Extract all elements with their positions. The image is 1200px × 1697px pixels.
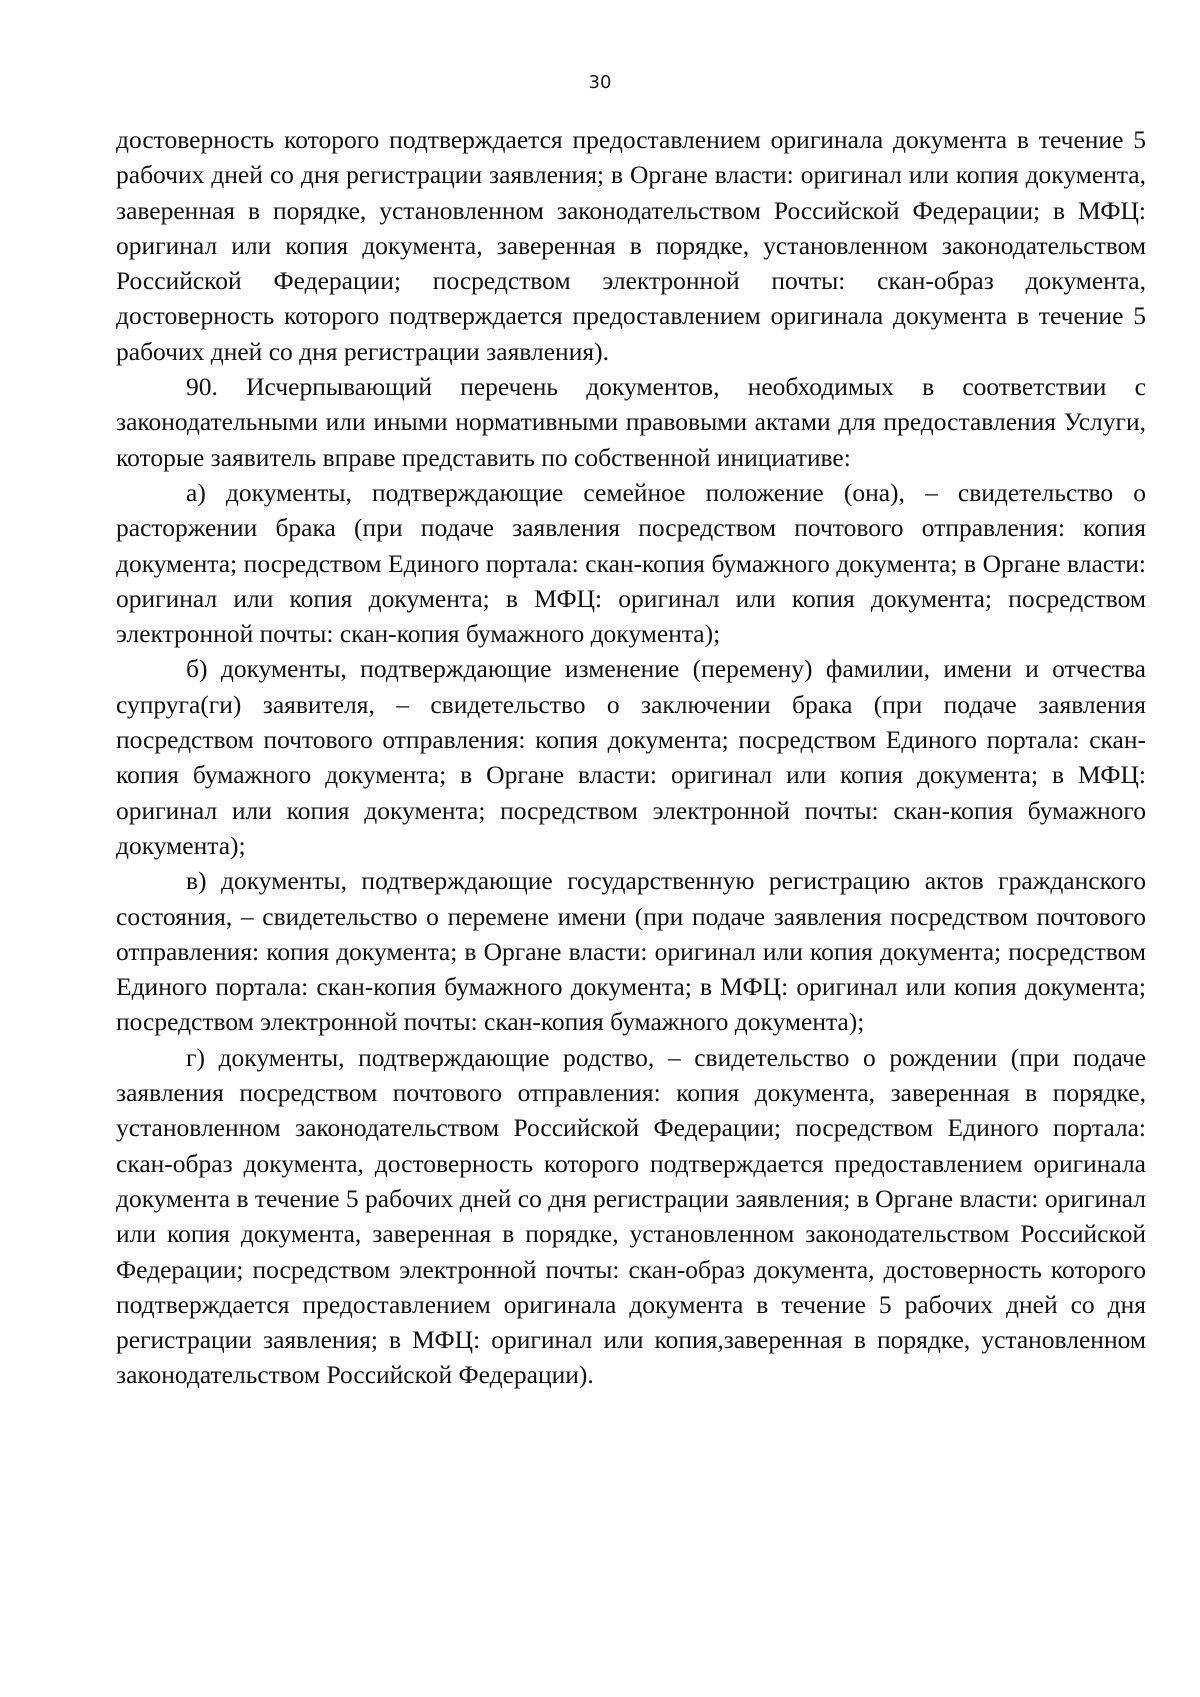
paragraph-subitem-g: г) документы, подтверждающие родство, – свидетельство о рождении (при подаче заявления посредством почтового отправления: копия документа, заверенная в порядке, установленном законодательством Российской Федерации; посредством Единого портала: скан-образ документа, достоверность которого подтверждается предоставлением оригинала документа в течение 5 рабочих дней со дня регистрации заявления; в Органе власти: оригинал или копия документа, заверенная в порядке, установленном законодательством Российской Федерации; посредством электронной почты: скан-образ документа, достоверность которого подтверждается предоставлением оригинала документа в течение 5 рабочих дней со дня регистрации заявления; в МФЦ: оригинал или копия,заверенная в порядке, установленном законодательством Российской Федерации). <box>116 1042 1146 1390</box>
paragraph-subitem-v: в) документы, подтверждающие государственную регистрацию актов гражданского состояния, – свидетельство о перемене имени (при подаче заявления посредством почтового отправления: копия документа; в Органе власти: оригинал или копия документа; посредством Единого портала: скан-копия бумажного документа; в МФЦ: оригинал или копия документа; посредством электронной почты: скан-копия бумажного документа); <box>116 866 1146 1037</box>
page-number: 30 <box>588 72 612 93</box>
paragraph-continuation: достоверность которого подтверждается предоставлением оригинала документа в течение 5 рабочих дней со дня регистрации заявления; в Органе власти: оригинал или копия документа, заверенная в порядке, установленном законодательством Российской Федерации; в МФЦ: оригинал или копия документа, заверенная в порядке, установленном законодательством Российской Федерации; посредством электронной почты: скан-образ документа, достоверность которого подтверждается предоставлением оригинала документа в течение 5 рабочих дней со дня регистрации заявления). <box>116 125 1146 366</box>
document-body <box>116 122 1146 1393</box>
paragraph-item-90: 90. Исчерпывающий перечень документов, необходимых в соответствии с законодательными или иными нормативными правовыми актами для предоставления Услуги, которые заявитель вправе представить по собственной инициативе: <box>116 372 1146 472</box>
paragraph-subitem-b: б) документы, подтверждающие изменение (перемену) фамилии, имени и отчества супруга(ги) заявителя, – свидетельство о заключении брака (при подаче заявления посредством почтового отправления: копия документа; посредством Единого портала: скан-копия бумажного документа; в Органе власти: оригинал или копия документа; в МФЦ: оригинал или копия документа; посредством электронной почты: скан-копия бумажного документа); <box>116 654 1146 860</box>
paragraph-subitem-a: а) документы, подтверждающие семейное положение (она), – свидетельство о расторжении брака (при подаче заявления посредством почтового отправления: копия документа; посредством Единого портала: скан-копия бумажного документа; в Органе власти: оригинал или копия документа; в МФЦ: оригинал или копия документа; посредством электронной почты: скан-копия бумажного документа); <box>116 477 1146 649</box>
